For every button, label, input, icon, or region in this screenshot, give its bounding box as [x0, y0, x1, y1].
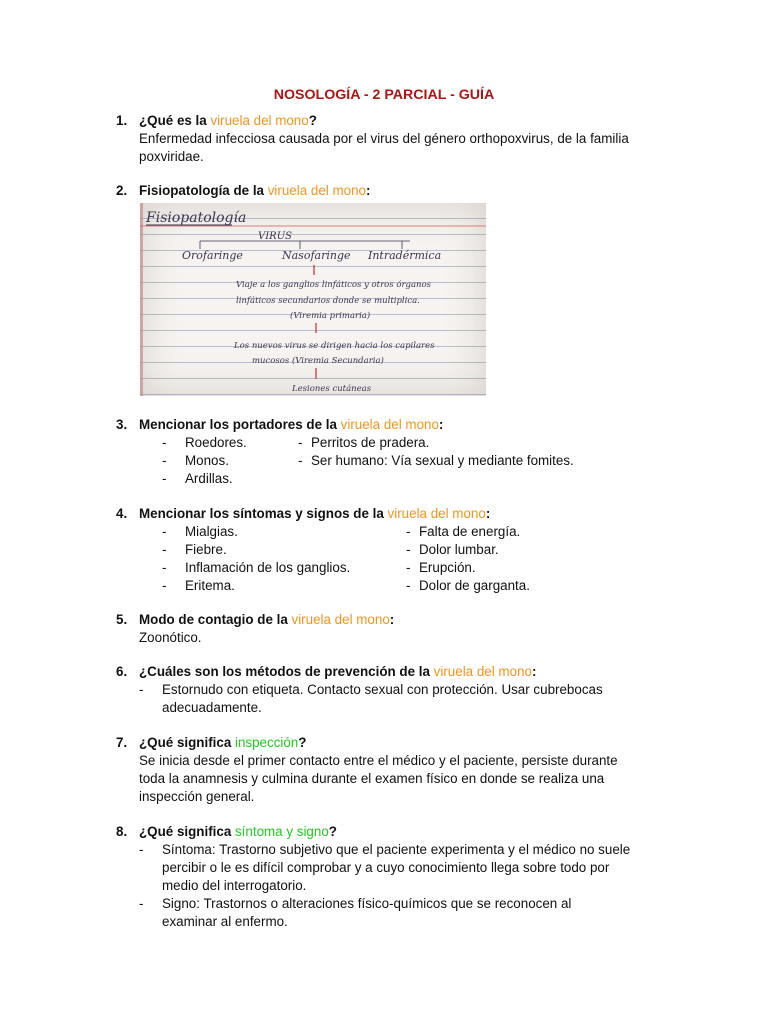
- notes-line-3: (Viremia primaria): [290, 311, 371, 321]
- question-number: 4.: [116, 506, 128, 521]
- question-7: [116, 734, 656, 806]
- heading-text: ¿Qué es la: [139, 113, 211, 128]
- question-1: [116, 112, 656, 166]
- heading-punct: ?: [308, 113, 317, 128]
- bullet-dash: -: [139, 842, 144, 857]
- heading-punct: ?: [328, 824, 337, 839]
- list-row: [116, 541, 656, 559]
- bullet-dash: -: [162, 453, 167, 468]
- highlight-text: viruela del mono: [210, 113, 309, 128]
- highlight-text: viruela del mono: [387, 506, 486, 521]
- bullet-dash: -: [298, 435, 303, 450]
- list-item: [139, 681, 622, 717]
- handwritten-notes: [140, 203, 486, 396]
- list-item: [139, 895, 612, 931]
- heading-text: Mencionar los síntomas y signos de la: [139, 506, 388, 521]
- list-item: Ser humano: Vía sexual y mediante fomites.: [311, 453, 574, 468]
- list-item: Roedores.: [185, 435, 247, 450]
- bullet-dash: -: [139, 896, 144, 911]
- bullet-dash: -: [162, 524, 167, 539]
- answer-text: Enfermedad infecciosa causada por el virus del género orthopoxvirus, de la familia poxviridae.: [139, 131, 629, 164]
- bullet-dash: -: [162, 560, 167, 575]
- document-title: NOSOLOGÍA - 2 PARCIAL - GUÍA: [273, 87, 495, 103]
- list-item: [139, 841, 648, 895]
- answer-text: Zoonótico.: [139, 630, 202, 645]
- question-number: 7.: [116, 735, 128, 750]
- list-item: Dolor de garganta.: [419, 578, 530, 593]
- question-8: [116, 823, 656, 931]
- heading-punct: :: [438, 417, 444, 432]
- question-heading: [139, 112, 656, 130]
- bullet-dash: -: [298, 453, 303, 468]
- notes-virus: VIRUS: [258, 231, 292, 242]
- question-heading: [139, 663, 656, 681]
- bullet-dash: -: [139, 682, 144, 697]
- question-heading: [139, 611, 656, 629]
- list-item: Eritema.: [185, 578, 235, 593]
- question-number: 8.: [116, 824, 128, 839]
- list-row: [116, 577, 656, 595]
- list-row: [116, 452, 656, 470]
- heading-text: ¿Cuáles son los métodos de prevención de la: [139, 664, 434, 679]
- notes-line-4: Los nuevos virus se dirigen hacia los capilares: [234, 341, 435, 351]
- list-item: Monos.: [185, 453, 229, 468]
- heading-punct: :: [389, 612, 395, 627]
- question-number: 5.: [116, 612, 128, 627]
- question-heading: [139, 823, 656, 841]
- highlight-text: inspección: [234, 735, 299, 750]
- handwritten-notes-photo: [140, 203, 486, 396]
- list-item: Fiebre.: [185, 542, 227, 557]
- list-item: Perritos de pradera.: [311, 435, 430, 450]
- list-item: Ardillas.: [185, 471, 233, 486]
- bullet-dash: -: [162, 542, 167, 557]
- bullet-dash: -: [406, 524, 411, 539]
- heading-text: ¿Qué significa: [139, 735, 235, 750]
- question-number: 6.: [116, 664, 128, 679]
- highlight-text: viruela del mono: [340, 417, 439, 432]
- question-number: 1.: [116, 113, 128, 128]
- notes-route-3: Intradérmica: [368, 249, 442, 262]
- question-heading: [139, 182, 656, 200]
- heading-punct: ?: [298, 735, 307, 750]
- question-6: [116, 663, 656, 717]
- heading-text: Mencionar los portadores de la: [139, 417, 341, 432]
- notes-route-1: Orofaringe: [182, 249, 243, 262]
- heading-text: ¿Qué significa: [139, 824, 235, 839]
- bullet-dash: -: [406, 578, 411, 593]
- notes-line-6: Lesiones cutáneas: [292, 384, 372, 394]
- bullet-dash: -: [162, 435, 167, 450]
- heading-punct: :: [365, 183, 371, 198]
- question-4: [116, 505, 656, 595]
- list-row: [116, 470, 656, 488]
- bullet-dash: -: [406, 560, 411, 575]
- list-item-text: Estornudo con etiqueta. Contacto sexual con protección. Usar cubrebocas adecuadamente.: [162, 682, 603, 715]
- list-item: Dolor lumbar.: [419, 542, 499, 557]
- list-item: Erupción.: [419, 560, 476, 575]
- list-item: Inflamación de los ganglios.: [185, 560, 351, 575]
- bullet-dash: -: [406, 542, 411, 557]
- highlight-text: viruela del mono: [291, 612, 390, 627]
- question-heading: [139, 505, 656, 523]
- list-item: Falta de energía.: [419, 524, 521, 539]
- question-2: [116, 182, 656, 200]
- heading-punct: :: [531, 664, 537, 679]
- list-row: [116, 523, 656, 541]
- bullet-dash: -: [162, 578, 167, 593]
- list-row: [116, 559, 656, 577]
- answer-text: Se inicia desde el primer contacto entre el médico y el paciente, persiste durante toda la anamnesis y culmina durante el examen físico en donde se realiza una inspección general.: [139, 753, 618, 804]
- list-item-text: Signo: Trastornos o alteraciones físico-químicos que se reconocen al examinar al enfermo.: [162, 896, 572, 929]
- question-number: 2.: [116, 183, 128, 198]
- question-heading: [139, 734, 656, 752]
- heading-punct: :: [485, 506, 491, 521]
- notes-route-2: Nasofaringe: [282, 249, 351, 262]
- highlight-text: síntoma y signo: [234, 824, 329, 839]
- notes-heading: Fisiopatología: [146, 210, 247, 226]
- notes-line-5: mucosos (Viremia Secundaria): [252, 356, 384, 366]
- list-item: Mialgias.: [185, 524, 238, 539]
- question-5: [116, 611, 656, 647]
- heading-text: Modo de contagio de la: [139, 612, 292, 627]
- bullet-dash: -: [162, 471, 167, 486]
- notes-line-1: Viaje a los ganglios linfáticos y otros órganos: [236, 280, 431, 290]
- question-3: [116, 416, 656, 488]
- list-row: [116, 434, 656, 452]
- notes-line-2: linfáticos secundarios donde se multiplica.: [236, 296, 420, 306]
- highlight-text: viruela del mono: [433, 664, 532, 679]
- highlight-text: viruela del mono: [267, 183, 366, 198]
- question-heading: [139, 416, 656, 434]
- heading-text: Fisiopatología de la: [139, 183, 268, 198]
- list-item-text: Síntoma: Trastorno subjetivo que el paciente experimenta y el médico no suele percibir o le es difícil comprobar y a cuyo conocimiento llega sobre todo por medio del interrogatorio.: [162, 842, 631, 893]
- question-number: 3.: [116, 417, 128, 432]
